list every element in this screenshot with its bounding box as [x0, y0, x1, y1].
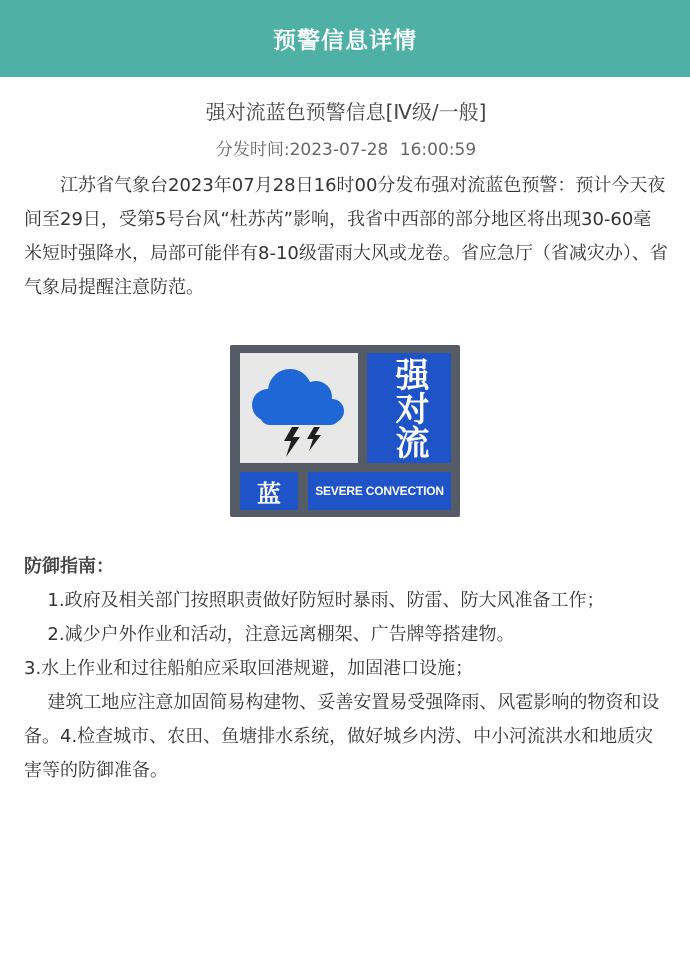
warning-title: 强对流蓝色预警信息[Ⅳ级/一般]: [205, 100, 487, 124]
warning-detail: [24, 77, 668, 788]
guide-item-4: 建筑工地应注意加固简易构建物、妥善安置易受强降雨、风雹影响的物资和设备。4.检查城市、农田、鱼塘排水系统，做好城乡内涝、中小河流洪水和地质灾害等的防御准备。: [24, 692, 660, 781]
badge-warning-level: 蓝: [240, 472, 298, 510]
thunderstorm-cloud-icon: [240, 353, 358, 463]
issue-clock: 16:00:59: [399, 140, 477, 160]
badge-english-name: SEVERE CONVECTION: [308, 472, 451, 510]
warning-badge-area: [24, 345, 668, 520]
badge-warning-name: 强对流: [367, 353, 451, 463]
warning-badge: [230, 345, 460, 517]
warning-content: 江苏省气象台2023年07月28日16时00分发布强对流蓝色预警：预计今天夜间至29日，受第5号台风“杜苏芮”影响，我省中西部的部分地区将出现30-60毫米短时强降水，局部可能伴有8-10级雷雨大风或龙卷。省应急厅（省减灾办）、省气象局提醒注意防范。: [24, 175, 668, 298]
defense-guide: [24, 550, 668, 788]
guide-item-1: 1.政府及相关部门按照职责做好防短时暴雨、防雷、防大风准备工作；: [47, 590, 605, 611]
issue-time-label: 分发时间:: [215, 140, 290, 160]
guide-item-3: 3.水上作业和过往船舶应采取回港规避，加固港口设施；: [24, 658, 474, 679]
page-title: 预警信息详情: [273, 28, 417, 54]
guide-title: 防御指南：: [24, 556, 114, 577]
issue-date: 2023-07-28: [289, 140, 389, 160]
guide-item-2: 2.减少户外作业和活动，注意远离棚架、广告牌等搭建物。: [47, 624, 515, 645]
page-header: [0, 0, 690, 77]
issue-time: [24, 137, 668, 163]
